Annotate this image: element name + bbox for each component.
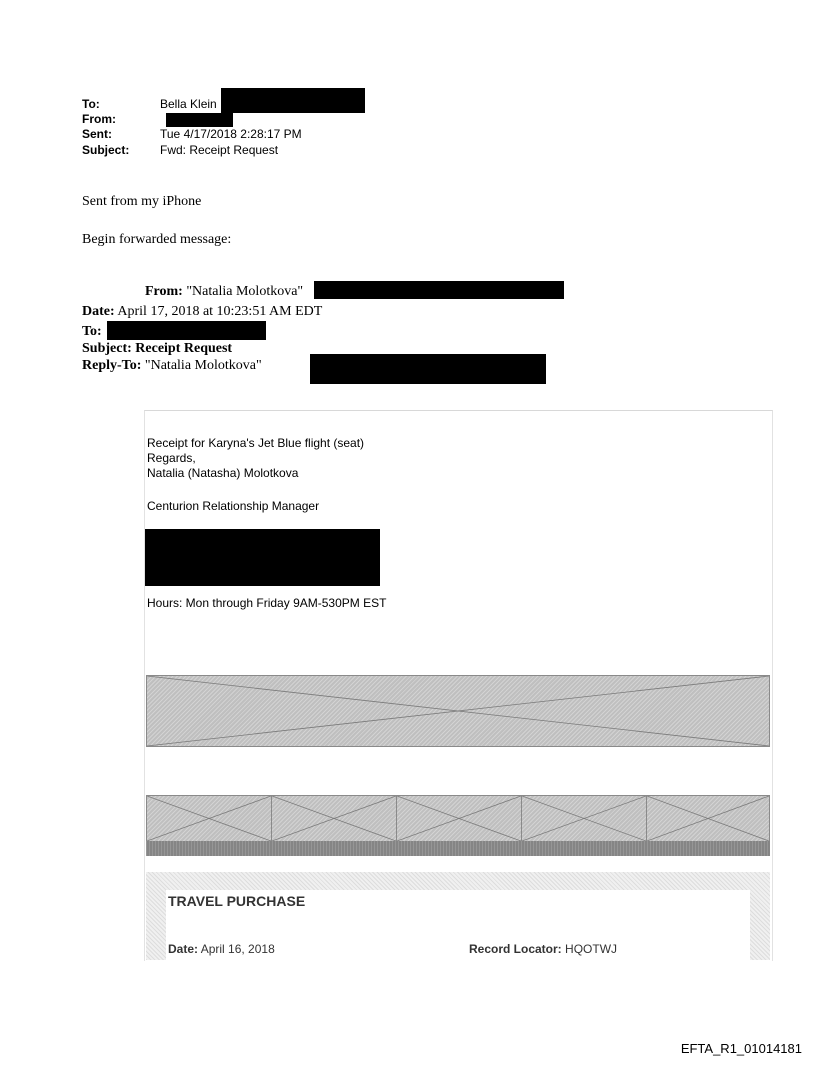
header-subject-row bbox=[82, 143, 278, 157]
broken-image-icon bbox=[647, 796, 769, 841]
message-line-hours: Hours: Mon through Friday 9AM-530PM EST bbox=[147, 596, 387, 610]
broken-image-tile-4 bbox=[521, 795, 647, 842]
redaction-fwd-from bbox=[314, 281, 564, 299]
broken-image-tile-1 bbox=[146, 795, 272, 842]
header-sent-row bbox=[82, 127, 302, 141]
fwd-date-label: Date: bbox=[82, 304, 115, 319]
begin-forwarded-text: Begin forwarded message: bbox=[82, 232, 232, 247]
broken-image-icon bbox=[522, 796, 646, 841]
fwd-subject-label: Subject: bbox=[82, 341, 132, 356]
broken-image-tile-5 bbox=[646, 795, 770, 842]
message-line-regards: Regards, bbox=[147, 451, 196, 465]
redaction-from bbox=[166, 113, 233, 127]
redaction-signature bbox=[145, 529, 380, 586]
travel-date-field bbox=[168, 942, 275, 956]
travel-locator-value: HQOTWJ bbox=[565, 942, 618, 956]
header-from-row bbox=[82, 112, 160, 126]
subject-value: Fwd: Receipt Request bbox=[160, 143, 279, 157]
redaction-fwd-to bbox=[107, 321, 266, 340]
fwd-from-row bbox=[145, 284, 303, 300]
header-to-row bbox=[82, 97, 217, 111]
message-line-receipt: Receipt for Karyna's Jet Blue flight (seat) bbox=[147, 436, 365, 450]
subject-label: Subject: bbox=[82, 143, 130, 157]
fwd-from-value: "Natalia Molotkova" bbox=[186, 284, 304, 299]
travel-locator-label: Record Locator: bbox=[469, 942, 562, 956]
broken-image-icon bbox=[147, 796, 271, 841]
travel-locator-field bbox=[469, 942, 617, 956]
fwd-replyto-label: Reply-To: bbox=[82, 358, 142, 373]
message-line-title: Centurion Relationship Manager bbox=[147, 499, 320, 513]
from-label: From: bbox=[82, 112, 116, 126]
sent-label: Sent: bbox=[82, 127, 112, 141]
fwd-subject-row bbox=[82, 341, 232, 357]
fwd-replyto-row bbox=[82, 358, 262, 374]
broken-image-icon bbox=[147, 676, 769, 746]
sent-from-text: Sent from my iPhone bbox=[82, 194, 202, 209]
broken-image-banner bbox=[146, 675, 770, 747]
divider-bar bbox=[146, 841, 770, 856]
broken-image-tile-2 bbox=[271, 795, 397, 842]
document-id: EFTA_R1_01014181 bbox=[680, 1041, 802, 1056]
fwd-replyto-value: "Natalia Molotkova" bbox=[144, 358, 262, 373]
broken-image-tile-3 bbox=[396, 795, 522, 842]
fwd-to-row bbox=[82, 324, 102, 340]
fwd-from-label: From: bbox=[145, 284, 183, 299]
fwd-to-label: To: bbox=[82, 324, 102, 339]
to-label: To: bbox=[82, 97, 100, 111]
travel-date-label: Date: bbox=[168, 942, 199, 956]
broken-image-icon bbox=[272, 796, 396, 841]
redaction-fwd-replyto bbox=[310, 354, 546, 384]
to-value: Bella Klein bbox=[160, 97, 217, 111]
redaction-to bbox=[221, 88, 365, 113]
travel-purchase-title: TRAVEL PURCHASE bbox=[168, 893, 306, 909]
message-line-name: Natalia (Natasha) Molotkova bbox=[147, 466, 299, 480]
travel-date-value: April 16, 2018 bbox=[200, 942, 275, 956]
broken-image-icon bbox=[397, 796, 521, 841]
fwd-subject-value: Receipt Request bbox=[135, 341, 233, 356]
sent-value: Tue 4/17/2018 2:28:17 PM bbox=[160, 127, 302, 141]
fwd-date-value: April 17, 2018 at 10:23:51 AM EDT bbox=[117, 304, 323, 319]
fwd-date-row bbox=[82, 304, 322, 320]
